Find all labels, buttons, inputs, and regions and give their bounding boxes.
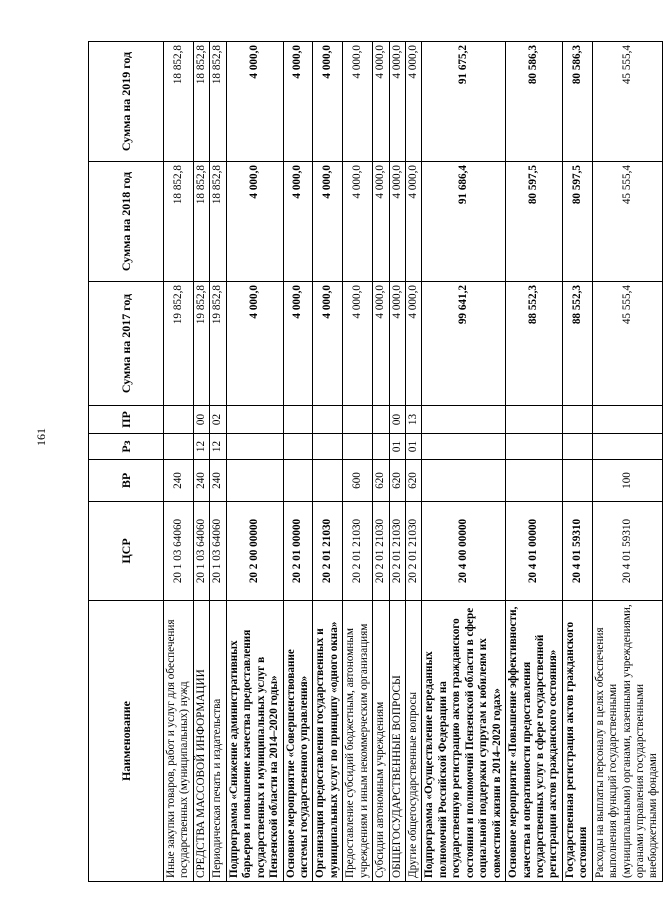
header-vr: ВР	[89, 460, 164, 502]
cell-vr	[313, 460, 343, 502]
cell-pr	[313, 406, 343, 434]
cell-csr: 20 2 01 21030	[406, 502, 422, 601]
cell-csr: 20 2 00 00000	[226, 502, 283, 601]
cell-y2018: 4 000,0	[283, 162, 313, 282]
cell-rz	[164, 434, 194, 460]
table-row	[592, 42, 662, 882]
cell-y2018: 4 000,0	[389, 162, 405, 282]
page-number: 161	[34, 428, 48, 446]
cell-vr: 240	[193, 460, 209, 502]
cell-y2019: 4 000,0	[389, 42, 405, 162]
cell-y2018: 18 852,8	[210, 162, 226, 282]
cell-y2019: 18 852,8	[164, 42, 194, 162]
cell-csr: 20 2 01 21030	[389, 502, 405, 601]
cell-y2017: 99 641,2	[422, 282, 506, 406]
cell-y2017: 19 852,8	[210, 282, 226, 406]
cell-y2018: 80 597,5	[506, 162, 563, 282]
cell-rz	[562, 434, 592, 460]
cell-name: Подпрограмма «Осуществление переданных полномочий Российской Федерации на государственную регистрацию актов гражданского состояния и полномочий Пензенской области в сфере социальной поддержки супругам к юбилеям их совместной жизни в 2014–2020 годах»	[422, 601, 506, 882]
cell-y2018: 18 852,8	[193, 162, 209, 282]
table-row	[373, 42, 389, 882]
table-row	[210, 42, 226, 882]
cell-pr	[373, 406, 389, 434]
cell-y2018: 4 000,0	[373, 162, 389, 282]
cell-vr: 620	[389, 460, 405, 502]
cell-csr: 20 2 01 21030	[343, 502, 373, 601]
cell-rz	[313, 434, 343, 460]
cell-name: Подпрограмма «Снижение административных барьеров и повышение качества предоставления государственных и муниципальных услуг в Пензенской области на 2014–2020 годы»	[226, 601, 283, 882]
cell-vr: 240	[210, 460, 226, 502]
table-row	[313, 42, 343, 882]
cell-name: Субсидии автономным учреждениям	[373, 601, 389, 882]
cell-y2017: 4 000,0	[343, 282, 373, 406]
cell-y2019: 18 852,8	[210, 42, 226, 162]
cell-csr: 20 2 01 21030	[373, 502, 389, 601]
cell-csr: 20 1 03 64060	[210, 502, 226, 601]
cell-rz	[283, 434, 313, 460]
cell-y2018: 4 000,0	[343, 162, 373, 282]
cell-y2018: 4 000,0	[226, 162, 283, 282]
cell-vr: 620	[373, 460, 389, 502]
cell-y2019: 4 000,0	[343, 42, 373, 162]
cell-pr	[562, 406, 592, 434]
cell-y2019: 4 000,0	[226, 42, 283, 162]
table-row	[406, 42, 422, 882]
budget-table	[88, 41, 663, 882]
cell-csr: 20 2 01 00000	[283, 502, 313, 601]
cell-name: Государственная регистрация актов гражданского состояния	[562, 601, 592, 882]
cell-y2018: 91 686,4	[422, 162, 506, 282]
cell-pr	[343, 406, 373, 434]
cell-vr: 600	[343, 460, 373, 502]
cell-name: Основное мероприятие «Совершенствование системы государственного управления»	[283, 601, 313, 882]
cell-vr	[562, 460, 592, 502]
header-2019: Сумма на 2019 год	[89, 42, 164, 162]
header-csr: ЦСР	[89, 502, 164, 601]
table-row	[193, 42, 209, 882]
cell-y2017: 45 555,4	[592, 282, 662, 406]
cell-vr	[422, 460, 506, 502]
cell-pr	[164, 406, 194, 434]
cell-y2017: 4 000,0	[226, 282, 283, 406]
cell-y2019: 4 000,0	[406, 42, 422, 162]
cell-pr: 00	[193, 406, 209, 434]
cell-y2017: 4 000,0	[283, 282, 313, 406]
cell-y2018: 45 555,4	[592, 162, 662, 282]
cell-y2017: 4 000,0	[389, 282, 405, 406]
cell-name: Периодическая печать и издательства	[210, 601, 226, 882]
cell-name: Другие общегосударственные вопросы	[406, 601, 422, 882]
cell-rz	[506, 434, 563, 460]
header-row	[89, 42, 164, 882]
cell-name: Иные закупки товаров, работ и услуг для обеспечения государственных (муниципальных) нужд	[164, 601, 194, 882]
table-body	[164, 42, 663, 882]
cell-y2017: 4 000,0	[406, 282, 422, 406]
cell-y2018: 4 000,0	[313, 162, 343, 282]
cell-name: Предоставление субсидий бюджетным, автономным учреждениям и иным некоммерческим организациям	[343, 601, 373, 882]
cell-name: Организация предоставления государственных и муниципальных услуг по принципу «одного окна»	[313, 601, 343, 882]
cell-vr: 100	[592, 460, 662, 502]
table-row	[506, 42, 563, 882]
cell-y2019: 4 000,0	[313, 42, 343, 162]
table-row	[226, 42, 283, 882]
table-row	[422, 42, 506, 882]
cell-pr	[283, 406, 313, 434]
cell-y2019: 91 675,2	[422, 42, 506, 162]
cell-rz: 12	[193, 434, 209, 460]
cell-vr: 620	[406, 460, 422, 502]
table-row	[389, 42, 405, 882]
cell-rz: 01	[389, 434, 405, 460]
cell-y2019: 18 852,8	[193, 42, 209, 162]
table-row	[562, 42, 592, 882]
cell-csr: 20 4 01 00000	[506, 502, 563, 601]
table-row	[343, 42, 373, 882]
cell-y2019: 45 555,4	[592, 42, 662, 162]
cell-y2017: 88 552,3	[562, 282, 592, 406]
cell-csr: 20 4 00 00000	[422, 502, 506, 601]
cell-pr	[506, 406, 563, 434]
cell-name: ОБЩЕГОСУДАРСТВЕННЫЕ ВОПРОСЫ	[389, 601, 405, 882]
header-name: Наименование	[89, 601, 164, 882]
cell-y2017: 4 000,0	[313, 282, 343, 406]
cell-rz: 01	[406, 434, 422, 460]
cell-csr: 20 1 03 64060	[193, 502, 209, 601]
cell-vr: 240	[164, 460, 194, 502]
cell-csr: 20 2 01 21030	[313, 502, 343, 601]
header-2018: Сумма на 2018 год	[89, 162, 164, 282]
cell-y2017: 4 000,0	[373, 282, 389, 406]
cell-rz	[373, 434, 389, 460]
cell-rz	[343, 434, 373, 460]
cell-name: Основное мероприятие «Повышение эффективности, качества и оперативности предоставления государственных услуг в сфере государственной регистрации актов гражданского состояния»	[506, 601, 563, 882]
cell-y2018: 80 597,5	[562, 162, 592, 282]
cell-y2018: 18 852,8	[164, 162, 194, 282]
cell-y2019: 4 000,0	[283, 42, 313, 162]
cell-pr	[592, 406, 662, 434]
cell-y2019: 80 586,3	[562, 42, 592, 162]
cell-pr: 02	[210, 406, 226, 434]
header-pr: ПР	[89, 406, 164, 434]
cell-vr	[506, 460, 563, 502]
cell-rz	[226, 434, 283, 460]
cell-pr: 00	[389, 406, 405, 434]
cell-vr	[283, 460, 313, 502]
cell-y2017: 19 852,8	[164, 282, 194, 406]
header-rz: Рз	[89, 434, 164, 460]
cell-pr	[422, 406, 506, 434]
cell-name: Расходы на выплаты персоналу в целях обеспечения выполнения функций государственными (муниципальными) органами, казенными учреждениями, органами управления государственными внебюджетными фондами	[592, 601, 662, 882]
cell-rz	[422, 434, 506, 460]
cell-pr: 13	[406, 406, 422, 434]
cell-rz: 12	[210, 434, 226, 460]
table-row	[283, 42, 313, 882]
cell-y2017: 88 552,3	[506, 282, 563, 406]
table-row	[164, 42, 194, 882]
cell-name: СРЕДСТВА МАССОВОЙ ИНФОРМАЦИИ	[193, 601, 209, 882]
cell-vr	[226, 460, 283, 502]
cell-y2019: 4 000,0	[373, 42, 389, 162]
rotated-page	[88, 42, 663, 882]
cell-rz	[592, 434, 662, 460]
cell-y2017: 19 852,8	[193, 282, 209, 406]
cell-csr: 20 4 01 59310	[592, 502, 662, 601]
cell-csr: 20 4 01 59310	[562, 502, 592, 601]
cell-csr: 20 1 03 64060	[164, 502, 194, 601]
cell-y2018: 4 000,0	[406, 162, 422, 282]
cell-pr	[226, 406, 283, 434]
header-2017: Сумма на 2017 год	[89, 282, 164, 406]
cell-y2019: 80 586,3	[506, 42, 563, 162]
